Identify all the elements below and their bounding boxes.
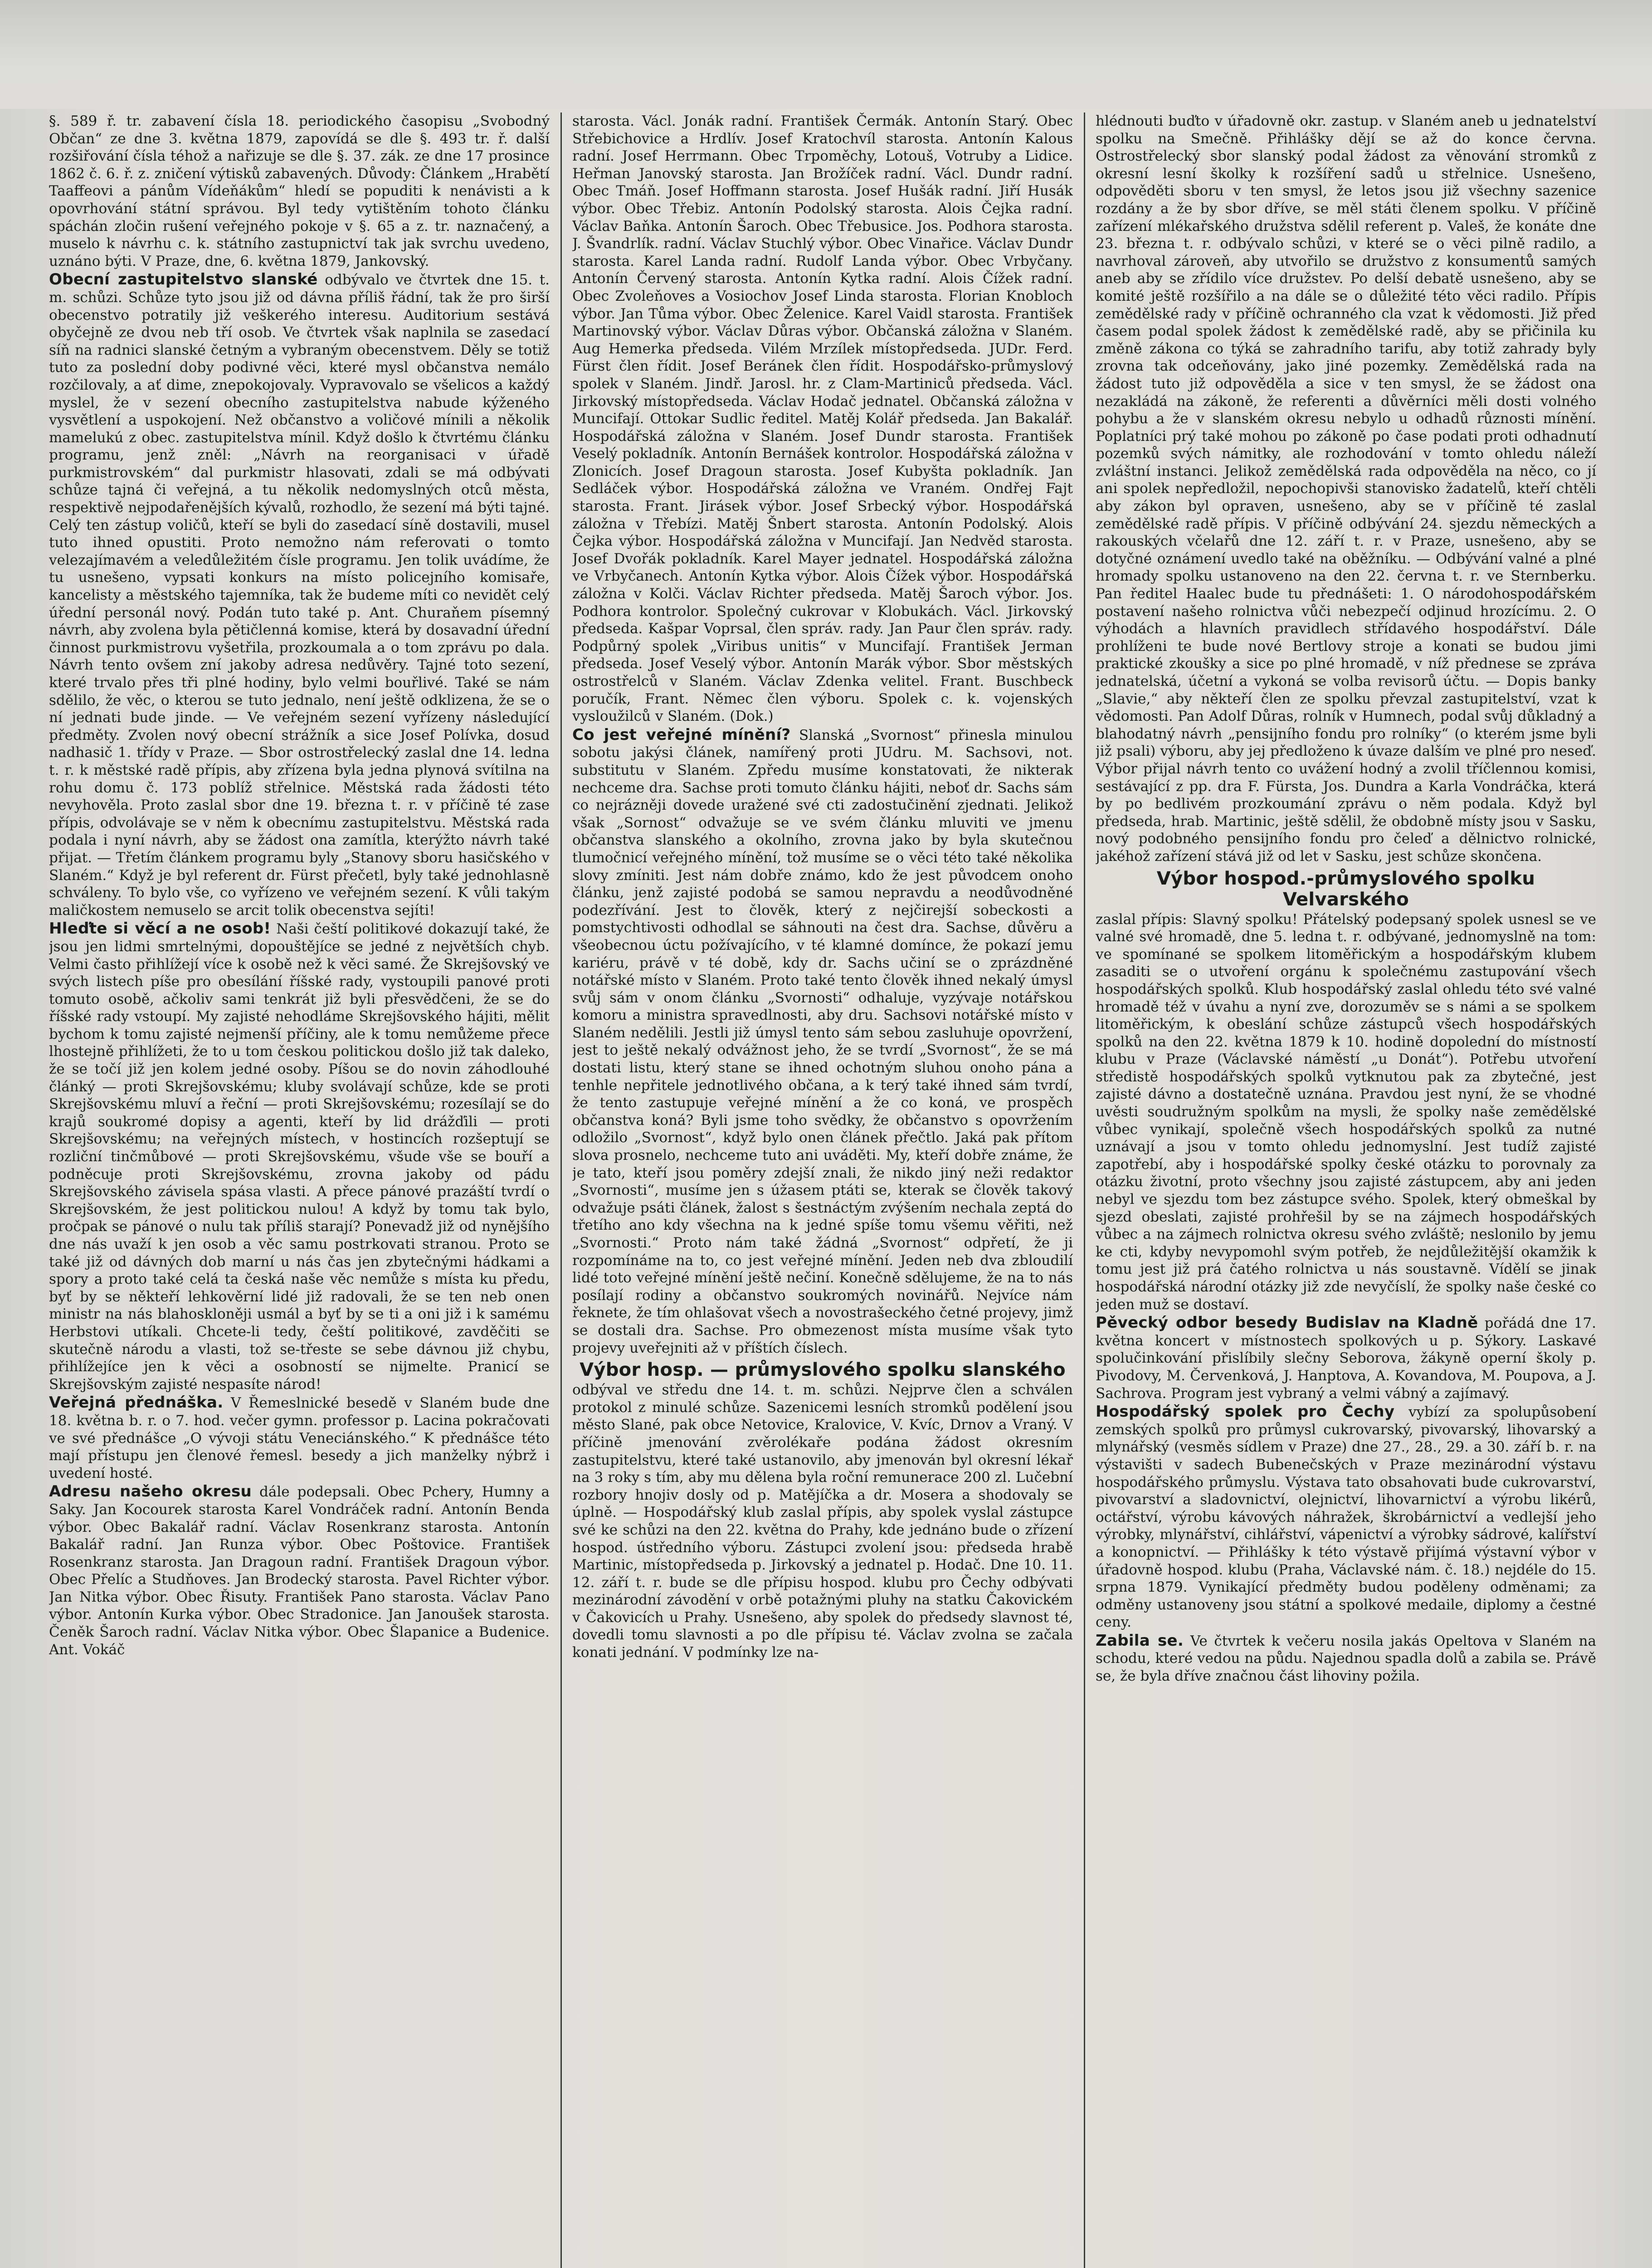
article: [49, 271, 550, 919]
article: [49, 1394, 550, 1482]
article: [1096, 1403, 1596, 1631]
article: [572, 726, 1073, 1357]
article: [572, 1359, 1073, 1662]
column-1: [49, 112, 550, 2268]
article-body: Slanská „Svornost“ přinesla minulou sobotu jakýsi článek, namířený proti JUdru. M. Sachsovi, not. substitutu v Slaném. Zpředu musíme konstatovati, že nikterak nechceme dra. Sachse proti tomuto článku hájiti, neboť dr. Sachs sám co nejrázněji dovede uražené své cti zadostučinění zjednati. Jelikož však „Sornost“ odvažuje se ve svém článku mluviti ve jmenu občanstva slanského a okolního, zrovna jako by byla skutečnou tlumočnicí veřejného mínění, tož musíme se o věci této také několika slovy zmíniti. Jest nám dobře známo, kdo že jest původcem onoho článku, jenž zajisté podobá se samou nepravdu a neodůvodněné podezřívání. Jest to člověk, který z nejčirejší sobeckosti a pomstychtivosti odhodlal se sáhnouti na čest dra. Sachse, důvěru a všeobecnou úctu požívajícího, v té klamné domínce, že pokazí jemu kariéru, právě v té době, kdy dr. Sachs učiní se o zprázdněné notářské místo v Slaném. Proto také tento člověk ihned nekalý úmysl svůj sám v onom článku „Svornosti“ odhaluje, vyzývaje notářskou komoru a ministra spravedlnosti, aby dru. Sachsovi notářské místo v Slaném nedělili. Jestli již úmysl tento sám sebou zasluhuje opovržení, jest to ještě nekalý odvážnost jeho, že se tvrdí „Svornost“, že se má dostati listu, který stane se ihned ochotným sluhou onoho pána a tenhle nepřitele jednotlivého občana, a k terý také ihned sám tvrdí, že tento zastupuje veřejné mínění a že co koná, ve prospěch občanstva koná? Byli jsme toho svědky, že občanstvo s opovržením odložilo „Svornost“, když bylo onen článek přečtlo. Jaká pak přítom slova prosnelo, nechceme tuto ani uváděti. My, kteří dobře známe, že je tato, kteří jsou poměry zdejší znali, že nikdo jiný neži redaktor „Svornosti“, musíme jen s úžasem ptáti se, kterak se člověk takový odvažuje psáti článek, žalost s šestnáctým zvýšením nechala zeptá do třetího ano kdy všechna na k jedné spíše tomu všemu věřiti, než „Svornosti.“ Proto nám také žádná „Svornost“ odpřetí, že ji rozpomínáme na to, co jest veřejné mínění. Jeden neb dva zbloudilí lidé toto veřejné mínění ještě nečiní. Konečně sdělujeme, že na to nás posílají rodiny a občanstvo soukromých novinářů. Nejvíce nám řeknete, že tím ohlašovat všech a novostrašeckého četné projevy, jimž se dostali dra. Sachse. Pro obmezenost místa musíme však tyto projevy uveřejniti až v příštích číslech.: [572, 727, 1073, 1356]
column-3: [1096, 112, 1596, 2268]
article-body: odbývalo ve čtvrtek dne 15. t. m. schůzi. Schůze tyto jsou již od dávna příliš řádní, tak že pro širší obecenstvo potratily již veškerého interesu. Auditorium sestává obyčejně ze dvou neb tří osob. Ve čtvrtek však naplnila se zasedací síň na radnici slanské četným a vybraným obecenstvem. Děly se totiž tuto za poslední doby podivné věci, které mysl občanstva nemálo rozčilovaly, a ať dime, znepokojovaly. Vypravovalo se všelicos a každý myslel, že v sezení obecního zastupitelstva nabude kýženého vysvětlení a uspokojení. Než občanstvo a voličové mínili a několik mamelukú z obec. zastupitelstva mínil. Když došlo k čtvrtému článku programu, jenž zněl: „Návrh na reorganisaci v úřadě purkmistrovském“ dal purkmistr hlasovati, zdali se má odbývati schůze tajná či veřejná, a tu několik nedomyslných otců města, respektivě nejpodařenějších kývalů, rozhodlo, že sezení má býti tajné. Celý ten zástup voličů, kteří se byli do zasedací síně dostavili, musel tuto ihned opustiti. Proto nemožno nám referovati o tomto velezajímavém a veledůležitém čísle programu. Jen tolik uvádíme, že tu usnešeno, vypsati konkurs na místo policejního komisaře, kancelisty a městského tajemníka, tak že budeme míti co nevidět celý úřední personál nový. Podán tuto také p. Ant. Churaňem písemný návrh, aby zvolena byla pětičlenná komise, která by dosavadní úřední činnost purkmistrovu vyšetřila, prozkoumala a o tom zprávu po dala. Návrh tento ovšem zní jakoby adresa nedůvěry. Tajné toto sezení, které trvalo přes tři plné hodiny, bylo velmi bouřlivé. Také se nám sdělilo, že věc, o kterou se tuto jednalo, není ještě odklizena, že se o ní jednati bude jinde. — Ve veřejném sezení vyřízeny následující předměty. Zvolen nový obecní strážník a sice Josef Polívka, dosud nadhasič 1. třídy v Praze. — Sbor ostrostřelecký zaslal dne 14. ledna t. r. k městské radě přípis, aby zřízena byla jedna plynová svítilna na rohu domu č. 173 poblíž střelnice. Městská rada žádosti této nevyhověla. Proto zaslal sbor dne 19. března t. r. v příčině té zase přípis, odvolávaje se v něm k obecnímu zastupitelstvu. Městská rada podala i nyní návrh, aby se žádost ona zamítla, kterýžto návrh také přijat. — Třetím článkem programu byly „Stanovy sboru hasičského v Slaném.“ Když je byl referent dr. Fürst přečetl, byly také jednohlasně schváleny. To bylo vše, co vyřízeno ve veřejném sezení. K vůli takým maličkostem nemuselo se arcit tolik obecenstva sejíti!: [49, 272, 550, 919]
article: [1096, 868, 1596, 1314]
article-body: hlédnouti buďto v úřadovně okr. zastup. v Slaném aneb u jednatelství spolku na Smečně. Přihlášky dějí se až do konce června. Ostrostřelecký sbor slanský podal žádost za věnování stromků z okresní lesní školky k rozšíření sadů u střelnice. Usnešeno, odpověděti sboru v ten smysl, že letos jsou již všechny sazenice rozdány a že by sbor dříve, se měl státi členem spolku. V příčině zařízení mlékařského družstva sdělil referent p. Valeš, že konáte dne 23. března t. r. odbývalo schůzi, v které se o věci pilně radilo, a navrhoval zároveň, aby utvořilo se družstvo z konsumentů samých aneb aby se zřídilo více družstev. Po delší debatě usnešeno, aby se komité ještě rozšířilo a na dále se o důležité této věci radilo. Přípis zemědělské rady v příčině ochranného cla vzat k vědomosti. Již před časem podal spolek žádost k zemědělské radě, aby se přičinila ku změně zákona co týká se zahradního tarifu, aby totiž zahrady byly zrovna tak odceňovány, jako jiné pozemky. Zemědělská rada na žádost tuto již odpověděla a sice v ten smysl, že se žádost ona nezakládá na zákoně, že referenti a důvěrníci měli dosti volného pohybu a že v slanském okresu nebylo u odhadů různosti mínění. Poplatníci prý také mohou po zákoně po čase podati proti odhadnutí pozemků svých námitky, ale rozhodování v tomto ohledu náleží zvláštní instanci. Jelikož zemědělská rada odpověděla na něco, co jí ani spolek nepředložil, nepochopivši stanovisko žadatelů, kteří chtěli aby zákon byl opraven, usnešeno, aby se v příčině té zaslal zemědělské radě přípis. V příčině odbývání 24. sjezdu německých a rakouských včelařů dne 12. září t. r. v Praze, usnešeno, aby se dotyčné oznámení uvedlo také na oběžníku. — Odbývání valné a plné hromady spolku ustanoveno na den 22. června t. r. ve Sternberku. Pan ředitel Haalec bude tu přednášeti: 1. O národohospodářském postavení našeho rolnictva vůči nebezpečí odjinud hrozícímu. 2. O výhodách a hlavních pravidlech střídavého hospodářství. Dále prohlíženi te bude nové Bertlovy stroje a konati se budou jimi praktické zkoušky a sice po plné hromadě, v níž přednese se zpráva jednatelská, účetní a vykoná se volba revisorů účtu. — Dopis banky „Slavie,“ aby někteří člen ze spolku převzal zastupitelství, vzat k vědomosti. Pan Adolf Důras, rolník v Humnech, podal svůj důkladný a blahodatný návrh „pensijního fondu pro rolníky“ (o kterém jsme byli již psali) výboru, aby jej předloženo k úvaze dalším ve plné pro neseď. Výbor přijal návrh tento co uvážení hodný a zvolil tříčlennou komisi, sestávající z pp. dra F. Fürsta, Jos. Dundra a Karla Vondráčka, která by po bedlivém prozkoumání zprávu o něm podala. Když byl předseda, hrab. Martinic, ještě sdělil, že obdobně místy jsou v Sasku, nový podobného pensijního fondu pro čeleď a dělnictvo rolnické, jakéhož zařízení stává již od let v Sasku, jest schůze skončena.: [1096, 113, 1596, 865]
column-2: [572, 112, 1073, 2268]
article-heading: Hospodářský spolek pro Čechy: [1096, 1403, 1395, 1421]
article-body: pořádá dne 17. května koncert v místnostech spolkových u p. Sýkory. Laskavé spolučinkování přislíbily slečny Seborova, žákyně operní školy p. Pivodovy, M. Červenková, J. Hanptova, A. Kovandova, M. Poupova, a J. Sachrova. Program jest vybraný a velmi vábný a zajímavý.: [1096, 1315, 1596, 1402]
article-body: vybízí za spolupůsobení zemských spolků pro průmysl cukrovarský, pivovarský, lihovarský a mlynářský (vesměs sídlem v Praze) dne 27., 28., 29. a 30. září b. r. na výstavišti v sadech Bubenečských v Praze mezinárodní výstavu hospodářského průmyslu. Výstava tato obsahovati bude cukrovarství, pivovarství a sladovnictví, olejnictví, lihovarnictví a výrobu likérů, octářství, výrobu kávových náhražek, škrobárnictví a vedlejší jeho výrobky, mlynářství, cihlářství, vápenictví a výrobky sádrové, kalířství a konopnictví. — Přihlášky k této výstavě přijímá výstavní výbor v úřadovně hospod. klubu (Praha, Václavské nám. č. 18.) nejdéle do 15. srpna 1879. Vynikající předměty budou poděleny odměnami; za odměny ustanoveny jsou státní a spolkové medaile, diplomy a čestné ceny.: [1096, 1404, 1596, 1631]
article-continuation: [1096, 112, 1596, 865]
article-heading: Zabila se.: [1096, 1631, 1184, 1650]
article-body: dále podepsali. Obec Pchery, Humny a Saky. Jan Kocourek starosta Karel Vondráček radní. Antonín Benda výbor. Obec Bakalář radní. Václav Rosenkranz starosta. Antonín Bakalář radní. Jan Runza výbor. Obec Poštovice. František Rosenkranz starosta. Jan Dragoun radní. František Dragoun výbor. Obec Přelíc a Studňoves. Jan Brodecký starosta. Pavel Richter výbor. Jan Nitka výbor. Obec Řisuty. František Pano starosta. Václav Pano výbor. Antonín Kurka výbor. Obec Stradonice. Jan Janoušek starosta. Čeněk Šaroch radní. Václav Nitka výbor. Obec Šlapanice a Budenice. Ant. Vokáč: [49, 1484, 550, 1658]
article-heading: Pěvecký odbor besedy Budislav na Kladně: [1096, 1314, 1478, 1332]
article-body: starosta. Václ. Jonák radní. František Čermák. Antonín Starý. Obec Střebichovice a Hrdlív. Josef Kratochvíl starosta. Antonín Kalous radní. Josef Herrmann. Obec Trpoměchy, Lotouš, Votruby a Lidice. Heřman Janovský starosta. Jan Brožíček radní. Václ. Dundr radní. Obec Tmáň. Josef Hoffmann starosta. Josef Hušák radní. Jiří Husák výbor. Obec Třebiz. Antonín Podolský starosta. Alois Čejka radní. Václav Baňka. Antonín Šaroch. Obec Třebusice. Jos. Podhora starosta. J. Švandrlík. radní. Václav Stuchlý výbor. Obec Vinařice. Václav Dundr starosta. Karel Landa radní. Rudolf Landa výbor. Obec Vrbyčany. Antonín Červený starosta. Antonín Kytka radní. Alois Čížek radní. Obec Zvoleňoves a Vosiochov Josef Linda starosta. Florian Knobloch výbor. Jan Tůma výbor. Obec Želenice. Karel Vaidl starosta. František Martinovský výbor. Václav Důras výbor. Občanská záložna v Slaném. Aug Hemerka předseda. Vilém Mrzílek místopředseda. JUDr. Ferd. Fürst člen řídit. Josef Beránek člen řídit. Hospodářsko-průmyslový spolek v Slaném. Jindř. Jarosl. hr. z Clam-Martiniců předseda. Václ. Jirkovský místopředseda. Václav Hodač jednatel. Občanská záložna v Muncifají. Ottokar Sudlic ředitel. Matěj Kolář předseda. Jan Bakalář. Hospodářská záložna v Slaném. Josef Dundr starosta. František Veselý pokladník. Antonín Bernášek kontrolor. Hospodářská záložna v Zlonicích. Josef Dragoun starosta. Josef Kubyšta pokladník. Jan Sedláček výbor. Hospodářská záložna ve Vraném. Ondřej Fajt starosta. Frant. Jirásek výbor. Josef Srbecký výbor. Hospodářská záložna v Třebízi. Matěj Šnbert starosta. Antonín Podolský. Alois Čejka výbor. Hospodářská záložna v Muncifají. Jan Nedvěd starosta. Josef Dvořák pokladník. Karel Mayer jednatel. Hospodářská záložna ve Vrbyčanech. Antonín Kytka výbor. Alois Čížek výbor. Hospodářská záložna v Kolči. Václav Richter předseda. Matěj Šaroch výbor. Jos. Podhora kontrolor. Společný cukrovar v Klobukách. Václ. Jirkovský předseda. Kašpar Voprsal, člen správ. rady. Jan Paur člen správ. rady. Podpůrný spolek „Viribus unitis“ v Muncifají. František Jerman předseda. Josef Veselý výbor. Antonín Marák výbor. Sbor městských ostrostřelců v Slaném. Václav Zdenka velitel. Frant. Buschbeck poručík, Frant. Němec člen výboru. Spolek c. k. vojenských vysloužilců v Slaném. (Dok.): [572, 113, 1073, 725]
article-body: odbýval ve středu dne 14. t. m. schůzi. Nejprve člen a schválen protokol z minulé schůze. Sazenicemi lesních stromků podělení jsou město Slané, pak obce Netovice, Kralovice, V. Kvíc, Drnov a Vraný. V příčině jmenování zvěrolékaře podána žádost okresním zastupitelstvu, které také ustanovilo, aby jmenován byl okresní lékař na 3 roky s tím, aby mu dělena byla roční remunerace 200 zl. Lučební rozbory hnojiv dosly od p. Matějíčka a dr. Mosera a shodovaly se úplně. — Hospodářský klub zaslal přípis, aby spolek vyslal zástupce své ke schůzi na den 22. května do Prahy, kde jednáno bude o zřízení hospod. ústředního výboru. Zástupci zvolení jsou: předseda hrabě Martinic, místopředseda p. Jirkovský a jednatel p. Hodač. Dne 10. 11. 12. září t. r. bude se dle přípisu hospod. klubu pro Čechy odbývati mezinárodní závodění v orbě potažnými pluhy na statku Čakovickém v Čakovicích u Prahy. Usnešeno, aby spolek do předsedy slavnost té, dovedli tomu slavnosti a po dle přípisu té. Václav zvolna se začala konati jednání. V podmínky lze na-: [572, 1382, 1073, 1661]
article-body: §. 589 ř. tr. zabavení čísla 18. periodického časopisu „Svobodný Občan“ ze dne 3. května 1879, zapovídá se dle §. 493 tr. ř. další rozšiřování čísla téhož a nařizuje se dle §. 37. zák. ze dne 17 prosince 1862 č. 6. ř. z. zničení výtisků zabavených. Důvody: Článkem „Hrabětí Taaffeovi a pánům Vídeňákům“ hledí se popuditi k nenávisti a k opovrhování státní správou. Byl tedy vytištěním tohoto článku spáchán zločin rušení veřejného pokoje v §. 65 a z. tr. naznačený, a muselo k návrhu c. k. státního zastupnictví tak jak svrchu uvedeno, uznáno býti. V Praze, dne, 6. května 1879, Jankovský.: [49, 113, 550, 269]
article-body: Ve čtvrtek k večeru nosila jakás Opeltova v Slaném na schodu, které vedou na půdu. Najednou spadla dolů a zabila se. Právě se, že byla dříve značnou část lihoviny požila.: [1096, 1633, 1596, 1685]
article-heading: Hleďte si věcí a ne osob!: [49, 919, 271, 938]
article-heading: Veřejná přednáška.: [49, 1393, 224, 1412]
article-heading: Obecní zastupitelstvo slanské: [49, 270, 318, 289]
article-heading: Adresu našeho okresu: [49, 1482, 252, 1501]
article: [1096, 1632, 1596, 1685]
article-body: zaslal přípis: Slavný spolku! Přátelský podepsaný spolek usnesl se ve valné své hromadě, dne 5. ledna t. r. odbývané, jednomyslně na tom: ve spomínané se spolkem litoměřickým a hospodářským klubem zasaditi se o utvoření orgánu k společnému zastupování všech hospodářských spolků. Klub hospodářský zaslal ohledu této své valné hromadě též v úvahu a nyní zve, dorozuměv se s námi a se spolkem litoměřickým, k obeslání schůze zástupců všech hospodářských spolků na den 22. května 1879 k 10. hodině dopolední do místností klubu v Praze (Václavské náměstí „u Donát“). Potřebu utvoření středistě hospodářských spolků vytknutou pak za zbytečné, jest zajisté dávno a dostatečně uznána. Pravdou jest nyní, že se vhodné uvěsti soudružným spolkům na mysli, že spolky naše zemědělské vůbec vynikají, společně všech hospodářských spolků za nutné uznávají a jsou v tomto ohledu jednomyslní. Jest tudíž zajisté zapotřebí, aby i hospodářské spolky české otázku to porovnaly za otázku životní, proto všechny jsou zajisté zástupcem, aby ani jeden nebyl ve sjezdu tom bez zástupce svého. Spolek, který obmeškal by sjezd obeslati, zajisté prohřešil by se na zájmech hospodářských vůbec a na zájmech rolnictva okresu svého zvláště; neslonilo by jemu ke cti, kdyby nevypomohl svým potřeb, že nejdůležitější okamžik k tomu jest již prá čatého rolnictva u nás soustavně. Vídělí se jinak hospodářská národní otázky již zde nevyčíslí, že spolky naše české co jeden muž se dostaví.: [1096, 911, 1596, 1313]
article-body: V Řemeslnické besedě v Slaném bude dne 18. května b. r. o 7. hod. večer gymn. professor p. Lacina pokračovati ve své přednášce „O vývoji státu Veneciánského.“ K přednášce této mají přístupu jen členové řemesl. besedy a jich manželky nýbrž i uvedení hosté.: [49, 1395, 550, 1481]
article-continuation: [49, 112, 550, 270]
article-heading: Výbor hosp. — průmyslového spolku slanského: [580, 1359, 1066, 1381]
article: [49, 1483, 550, 1658]
article: [49, 920, 550, 1393]
article: [1096, 1314, 1596, 1402]
article-heading: Co jest veřejné mínění?: [572, 725, 791, 744]
article-body: Naši čeští politikové dokazují také, že jsou jen lidmi smrtelnými, dopouštějíce se jedné z největších chyb. Velmi často přihlížejí více k osobě než k věci samé. Že Skrejšovský ve svých listech píše pro obesílání říšské rady, vystoupili panové proti tomuto osobě, ačkoliv sami tenkrát již byli přesvědčeni, že se do říšské rady vstoupí. My zajisté nehodláme Skrejšovského hájiti, mělit bychom k tomu zajisté nejmenší příčiny, ale k tomu nemůžeme přece lhostejně přihlížeti, že to u tom českou politickou došlo již tak daleko, že se točí již jen kolem jedné osoby. Píšou se do novin záhodlouhé článký — proti Skrejšovskému; kluby svolávají schůze, kde se proti Skrejšovskému mluví a řeční — proti Skrejšovskému; rozesílají se do krajů soukromé dopisy a agenti, kteří by lid drážďili — proti Skrejšovskému; na veřejných místech, v hostincích rozšeptují se rozliční tinčmůbové — proti Skrejšovskému, všude vše se bouří a podněcuje proti Skrejšovskému, zrovna jakoby od pádu Skrejšovského závisela spása vlasti. A přece pánové prazáští tvrdí o Skrejšovském, že jest politickou nulou! A když by tomu tak bylo, pročpak se pánové o nulu tak příliš starají? Ponevadž již od nynějšího dne nás uvaží k jen osob a věc samu postrkovati stranou. Proto se také již od dávných dob marní u nás čas jen zbytečnými hádkami a spory a proto také celá ta česká naše věc nemůže s místa ku předu, byť by se někteří lehkověrní lidé již radovali, že se ten neb onen ministr na nás blahoskloněji usmál a byť by se ti a oni již i k samému Herbstovi utíkali. Chcete-li tedy, čeští politikové, zavděčiti se skutečně národu a vlasti, tož se-třeste se sebe dávnou již chybu, přihlížejíce jen k věci a osobností se nijmelte. Pranicí se Skrejšovským zajisté nespasíte národ!: [49, 921, 550, 1393]
article-continuation: [572, 112, 1073, 725]
article-heading: Výbor hospod.-průmyslového spolku Velvarského: [1156, 868, 1535, 910]
scan-margin: [0, 0, 1652, 109]
text-columns: [49, 112, 1603, 2268]
